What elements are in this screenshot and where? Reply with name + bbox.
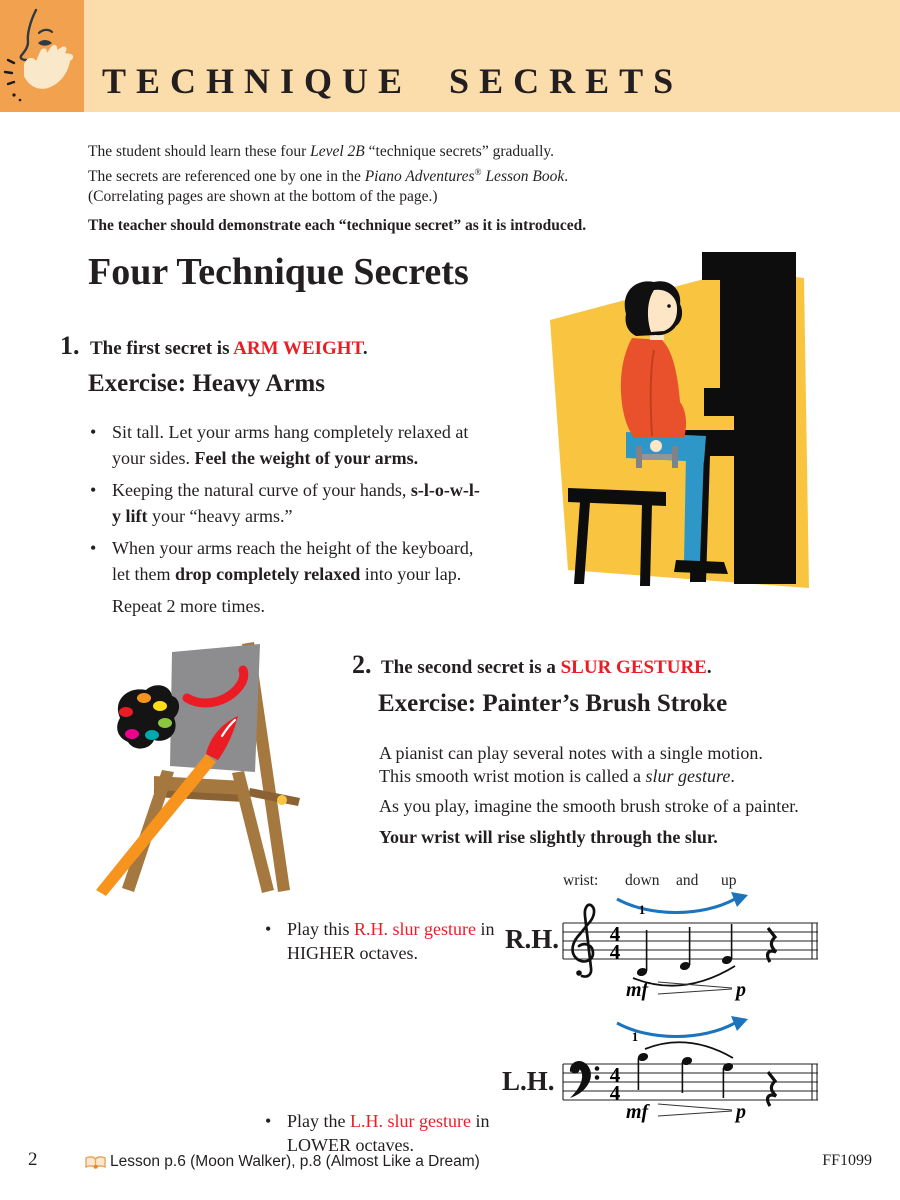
page-title: TECHNIQUE SECRETS: [102, 61, 684, 101]
rh-finger-number: 1: [638, 902, 646, 917]
intro-line-1: The student should learn these four Level 2B “technique secrets” gradually.: [88, 143, 554, 160]
lh-time-upper: 4: [609, 1063, 621, 1087]
intro-line-3: (Correlating pages are shown at the bottom of the page.): [88, 188, 438, 206]
quarter-rest-icon: [768, 928, 776, 962]
header-banner: [0, 0, 900, 112]
quarter-rest-icon: [768, 1072, 776, 1106]
rh-time-upper: 4: [609, 922, 621, 946]
lh-label: L.H.: [502, 1066, 555, 1096]
secret1-bullet-1: • Sit tall. Let your arms hang completely relaxed at your sides. Feel the weight of your arms.: [88, 420, 488, 471]
secret2-paragraphs: [379, 742, 869, 848]
secret2-bold-note: Your wrist will rise slightly through the slur.: [379, 826, 718, 847]
lh-bullet: • Play the L.H. slur gesture in LOWER octaves.: [263, 1110, 517, 1157]
catalog-number: FF1099: [822, 1152, 872, 1169]
secret1-bullet-list: [88, 420, 488, 620]
wrist-caption-and: and: [676, 872, 699, 889]
rh-time-lower: 4: [609, 940, 621, 964]
wrist-caption-down: down: [625, 872, 660, 889]
lh-slur: [645, 1042, 733, 1058]
secret1-bullet-2: • Keeping the natural curve of your hands, s-l-o-w-l-y lift your “heavy arms.”: [88, 478, 488, 529]
lh-finger-number: 1: [631, 1030, 639, 1044]
bass-clef-icon: [570, 1061, 599, 1098]
lh-diminuendo-hairpin: [658, 1104, 732, 1116]
lesson-reference: Lesson p.6 (Moon Walker), p.8 (Almost Like a Dream): [110, 1153, 480, 1170]
secret2-para-3: As you play, imagine the smooth brush stroke of a painter.: [379, 796, 799, 816]
lh-staff: [558, 1030, 824, 1130]
wrist-caption-up: up: [721, 872, 737, 889]
wrist-caption-label: wrist:: [563, 872, 599, 889]
whisper-icon: [0, 0, 84, 112]
intro-line-2: The secrets are referenced one by one in the Piano Adventures® Lesson Book.: [88, 167, 569, 185]
intro-section: [88, 142, 688, 236]
secret2-para-2: This smooth wrist motion is called a slur gesture.: [379, 765, 735, 786]
lesson-book-icon: [84, 1155, 107, 1171]
secret2-statement: The second secret is a SLUR GESTURE.: [381, 657, 712, 678]
boy-at-piano-illustration: [538, 240, 810, 592]
secret1-number: 1.: [60, 331, 80, 360]
secret2-para-1: A pianist can play several notes with a single motion.: [379, 743, 763, 763]
secret1-bullet-3: • When your arms reach the height of the keyboard, let them drop completely relaxed into your lap.: [88, 536, 488, 587]
lh-time-lower: 4: [609, 1081, 621, 1105]
secret1-exercise-title: Exercise: Heavy Arms: [88, 370, 325, 397]
rh-dynamic-start: mf: [626, 979, 649, 1001]
rh-dynamic-end: p: [736, 979, 746, 1001]
lh-dynamic-start: mf: [626, 1101, 649, 1123]
rh-label: R.H.: [505, 924, 559, 954]
repeat-note: Repeat 2 more times.: [112, 596, 265, 616]
secret2-number: 2.: [352, 650, 372, 679]
main-heading: Four Technique Secrets: [88, 251, 469, 293]
teacher-note: The teacher should demonstrate each “technique secret” as it is introduced.: [88, 216, 587, 234]
rh-staff: [558, 898, 824, 1010]
whisper-icon-graphic: [0, 0, 84, 112]
rh-bullet: • Play this R.H. slur gesture in HIGHER octaves.: [263, 918, 517, 965]
easel-illustration: [92, 640, 322, 898]
page-number: 2: [28, 1149, 38, 1170]
secret2-exercise-title: Exercise: Painter’s Brush Stroke: [378, 690, 728, 717]
lh-dynamic-end: p: [736, 1101, 746, 1123]
secret1-statement: The first secret is ARM WEIGHT.: [90, 338, 368, 359]
